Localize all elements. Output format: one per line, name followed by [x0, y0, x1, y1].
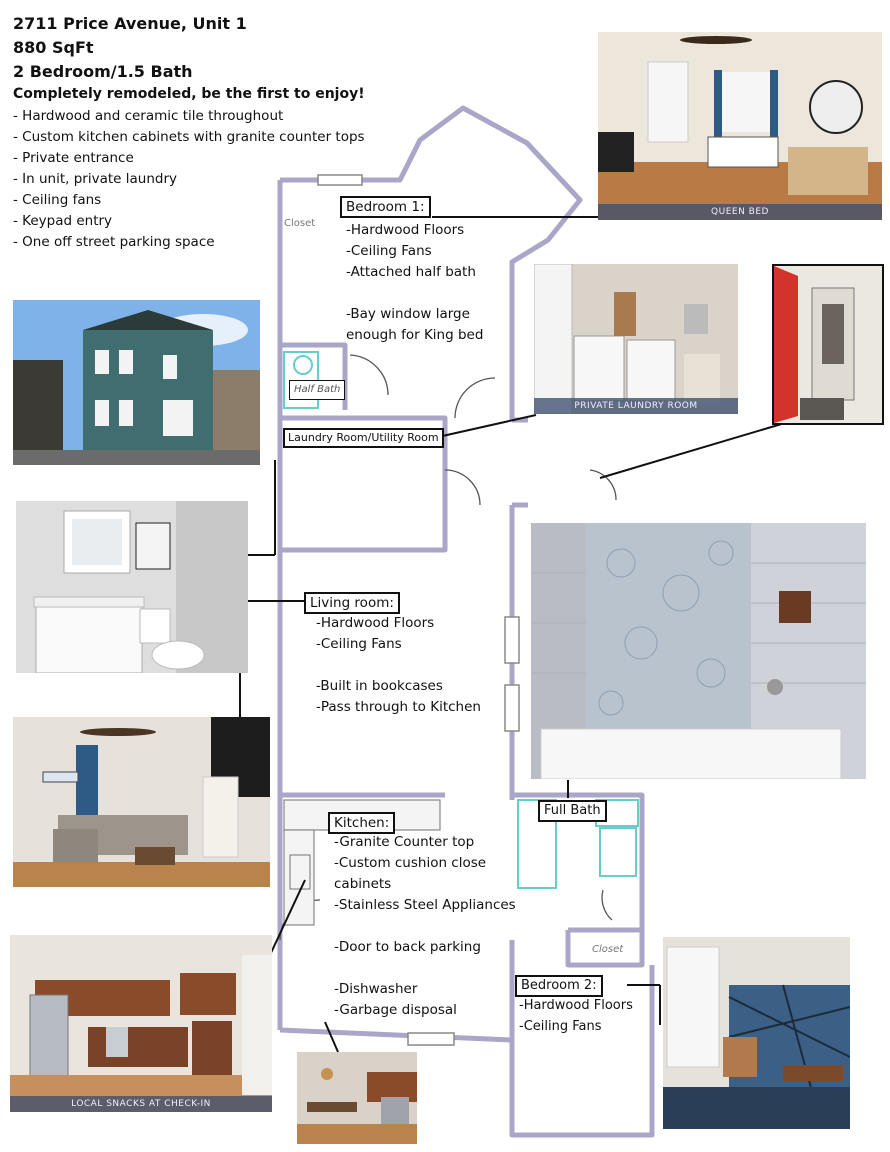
kitchen-label: Kitchen:	[328, 812, 395, 834]
photo-bedroom2	[663, 937, 850, 1129]
note-line: -Bay window large	[346, 306, 470, 322]
note-line: -Door to back parking	[334, 939, 481, 955]
note-line	[334, 916, 516, 937]
note-line: -Custom cushion close	[334, 855, 487, 871]
bottom-wall	[280, 1030, 512, 1040]
feature-item: - Ceiling fans	[13, 192, 102, 208]
note-line: cabinets	[334, 876, 392, 892]
window	[408, 1033, 454, 1045]
bedroom1-label: Bedroom 1:	[340, 196, 431, 218]
feature-item: - Private entrance	[13, 150, 134, 166]
kitchen-notes	[334, 832, 516, 1021]
photo-queen-bed	[598, 32, 882, 220]
feature-item: - Hardwood and ceramic tile throughout	[13, 108, 284, 124]
note-line: -Stainless Steel Appliances	[334, 897, 516, 913]
photo-kitchen	[10, 935, 272, 1112]
bed-bath-count: 2 Bedroom/1.5 Bath	[13, 62, 193, 81]
photo-dining	[297, 1052, 417, 1144]
photo-caption: PRIVATE LAUNDRY ROOM	[534, 398, 738, 414]
closet2-label: Closet	[592, 944, 624, 955]
photo-living-room	[13, 717, 270, 887]
living-room-label: Living room:	[304, 592, 400, 614]
window	[505, 617, 519, 663]
living-room-notes	[316, 613, 481, 718]
closet1-label: Closet	[284, 218, 316, 229]
photo-caption: QUEEN BED	[598, 204, 882, 220]
door-swing	[445, 470, 480, 505]
window	[505, 685, 519, 731]
feature-item: - In unit, private laundry	[13, 171, 177, 187]
half-bath-label: Half Bath	[289, 380, 345, 400]
photo-half-bath	[16, 501, 248, 673]
note-line: enough for King bed	[346, 327, 484, 343]
note-line	[316, 655, 481, 676]
note-line: -Attached half bath	[346, 264, 476, 280]
window	[318, 175, 362, 185]
note-line: -Hardwood Floors	[316, 615, 435, 631]
bedroom2-label: Bedroom 2:	[515, 975, 603, 997]
leader-line	[600, 420, 795, 478]
laundry-label: Laundry Room/Utility Room	[283, 428, 444, 448]
note-line: -Hardwood Floors	[519, 998, 633, 1013]
note-line	[346, 283, 483, 304]
note-line: -Ceiling Fans	[316, 636, 402, 652]
sink-fixture	[294, 356, 312, 374]
leader-line	[325, 1022, 338, 1052]
photo-house-exterior	[13, 300, 260, 465]
kitchen-range	[290, 855, 310, 889]
feature-item: - One off street parking space	[13, 234, 215, 250]
note-line: -Built in bookcases	[316, 678, 443, 694]
door-swing	[602, 890, 612, 920]
tagline: Completely remodeled, be the first to enjoy!	[13, 86, 365, 102]
door-swing	[350, 355, 388, 395]
note-line: -Garbage disposal	[334, 1002, 457, 1018]
feature-item: - Keypad entry	[13, 213, 113, 229]
photo-full-bath	[531, 523, 866, 779]
feature-item: - Custom kitchen cabinets with granite counter tops	[13, 129, 365, 145]
door-swing	[455, 378, 495, 418]
address-title: 2711 Price Avenue, Unit 1	[13, 14, 247, 33]
note-line: -Dishwasher	[334, 981, 418, 997]
note-line	[334, 958, 516, 979]
half-bath-walls	[280, 345, 345, 410]
square-footage: 880 SqFt	[13, 38, 94, 57]
note-line: -Pass through to Kitchen	[316, 699, 481, 715]
bedroom1-notes	[346, 220, 483, 346]
note-line: -Ceiling Fans	[346, 243, 432, 259]
note-line: -Granite Counter top	[334, 834, 475, 850]
note-line: -Ceiling Fans	[519, 1019, 602, 1034]
toilet-fixture	[600, 828, 636, 876]
bedroom2-walls	[512, 940, 652, 1135]
bedroom2-notes	[519, 995, 633, 1037]
note-line: -Hardwood Floors	[346, 222, 465, 238]
leader-line	[438, 415, 536, 437]
photo-caption: LOCAL SNACKS AT CHECK-IN	[10, 1096, 272, 1112]
photo-laundry	[534, 264, 738, 414]
full-bath-label: Full Bath	[538, 800, 607, 822]
photo-red-door	[772, 264, 884, 425]
